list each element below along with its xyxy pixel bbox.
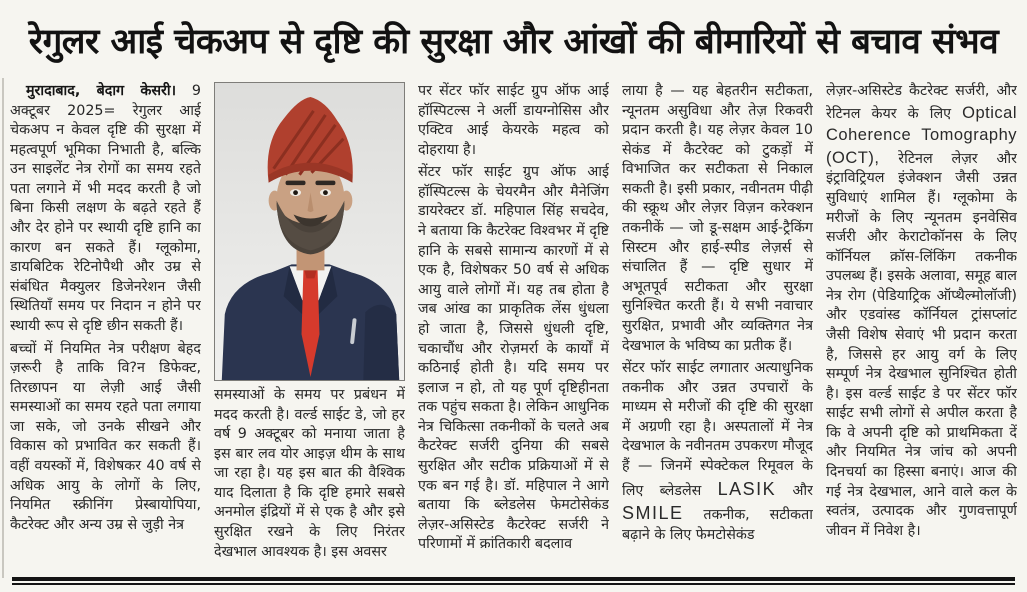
article-headline: रेगुलर आई चेकअप से दृष्टि की सुरक्षा और आंखों की बीमारियों से बचाव संभव xyxy=(28,20,999,62)
body-text: 9 अक्टूबर 2025= रेगुलर आई चेकअप न केवल दृष्टि की सुरक्षा में महत्वपूर्ण भूमिका निभाती है, बल्कि उन साइलेंट नेत्र रोगों का समय रहते पता लगाने में भी मदद करती है जो बिना किसी लक्षण के बढ़ते रहते हैं और देर होने पर स्थायी दृष्टि हानि का कारण बन सकते हैं। ग्लूकोमा, डायबिटिक रेटिनोपैथी और उम्र से संबंधित मैक्युलर डिजेनरेशन जैसी स्थितियाँ समय पर निदान न होने पर स्थायी रूप से दृष्टि छीन सकती हैं। xyxy=(10,83,201,334)
body-text: तकनीक, सटीकता बढ़ाने के लिए फेमटोसेकंड xyxy=(622,507,813,543)
paragraph xyxy=(826,82,1017,541)
paragraph: सेंटर फॉर साईट ग्रुप ऑफ आई हॉस्पिटल्स के चेयरमैन और मैनेजिंग डायरेक्टर डॉ. महिपाल सिंह सचदेव, ने बताया कि कैटरेक्ट विश्वभर में दृष्टि हानि के सबसे सामान्य कारणों में से एक है, विशेषकर 50 वर्ष से अधिक आयु वाले लोगों में। यह तब होता है जब आंख का प्राकृतिक लेंस धुंधला हो जाता है, जिससे धुंधली दृष्टि, चकाचौंध और रोज़मर्रा के कार्यों में कठिनाई होती है। यदि समय पर इलाज न हो, तो यह पूर्ण दृष्टिहीनता तक पहुंच सकता है। लेकिन आधुनिक नेत्र चिकित्सा तकनीकों के चलते अब कैटरेक्ट सर्जरी दुनिया की सबसे सुरक्षित और सटीक प्रक्रियाओं में से एक बन गई है। डॉ. महिपाल ने आगे बताया कि ब्लेडलेस फेमटोसेकंड लेज़र-असिस्टेड कैटरेक्ट सर्जरी ने परिणामों में क्रांतिकारी बदलाव xyxy=(418,164,609,553)
paragraph xyxy=(622,359,813,545)
oct-label: Optical Coherence Tomography (OCT), xyxy=(826,103,1017,167)
body-text: सेंटर फॉर साईट लगातार अत्याधुनिक तकनीक और उन्नत उपचारों के माध्यम से मरीजों की दृष्टि की सुरक्षा में अग्रणी रहा है। अस्पतालों में नेत्र देखभाल के नवीनतम उपकरण मौजूद हैं — जिनमें स्पेक्टेकल रिमूवल के लिए ब्लेडलेस xyxy=(622,360,813,499)
portrait-photo xyxy=(214,82,405,381)
body-text: लेज़र-असिस्टेड कैटरेक्ट सर्जरी, और रेटिनल केयर के लिए xyxy=(826,83,1017,122)
lasik-label: LASIK xyxy=(717,478,777,499)
paragraph: बच्चों में नियमित नेत्र परीक्षण बेहद ज़रूरी है ताकि वि?न डिफेक्ट, तिरछापन या लेज़ी आई जैसी समस्याओं का समय रहते पता लगाया जा सके, जो उनके सीखने और विकास को प्रभावित कर सकती हैं। वहीं वयस्कों में, विशेषकर 40 वर्ष से अधिक आयु के लोगों के लिए, नियमित स्क्रीनिंग प्रेस्बायोपिया, कैटरेक्ट और अन्य उम्र से जुड़ी नेत्र xyxy=(10,340,201,533)
column-1 xyxy=(10,82,201,570)
smile-label: SMILE xyxy=(622,503,684,524)
scan-edge-line xyxy=(2,78,4,578)
column-4 xyxy=(622,82,813,570)
body-text: रेटिनल लेज़र और इंट्राविट्रियल इंजेक्शन जैसी उन्नत सुविधाएं शामिल हैं। ग्लूकोमा के मरीजों के लिए न्यूनतम इनवेसिव सर्जरी और केराटोकॉनस के लिए कॉर्नियल क्रॉस-लिंकिंग तकनीक उपलब्ध हैं। इसके अलावा, समूह बाल नेत्र रोग (पेडियाट्रिक ऑप्थैल्मोलॉजी) और एडवांस्ड कॉर्नियल ट्रांसप्लांट जैसी विशेष सेवाएं भी प्रदान करता है, जिससे हर आयु वर्ग के लिए सम्पूर्ण नेत्र देखभाल सुनिश्चित होती है। इस वर्ल्ड साईट डे पर सेंटर फॉर साईट सभी लोगों से अपील करता है कि वे अपनी दृष्टि को प्राथमिकता दें और नियमित नेत्र जांच को अपनी दिनचर्या का हिस्सा बनाएं। आज की गई नेत्र देखभाल, आने वाले कल के स्वतंत्र, उत्पादक और गुणवत्तापूर्ण जीवन में निवेश है। xyxy=(826,150,1017,539)
bottom-double-rule xyxy=(12,577,1015,585)
article-columns xyxy=(10,82,1017,570)
column-2 xyxy=(214,82,405,570)
column-5 xyxy=(826,82,1017,570)
body-text: और xyxy=(792,482,813,499)
paragraph: समस्याओं के समय पर प्रबंधन में मदद करती है। वर्ल्ड साईट डे, जो हर वर्ष 9 अक्टूबर को मनाया जाता है इस बार लव योर आइज़ थीम के साथ जा रहा है। यह इस बात की वैश्विक याद दिलाता है कि दृष्टि हमारे सबसे अनमोल इंद्रियों में से एक है और इसे सुरक्षित रखने के लिए निरंतर देखभाल आवश्यक है। इस अवसर xyxy=(214,387,405,560)
dateline: मुरादाबाद, बेदाग केसरी। xyxy=(26,83,177,99)
paragraph xyxy=(10,82,201,337)
column-3 xyxy=(418,82,609,570)
paragraph: पर सेंटर फॉर साईट ग्रुप ऑफ आई हॉस्पिटल्स ने अर्ली डायग्नोसिस और एक्टिव आई केयरके महत्व को दोहराया है। xyxy=(418,83,609,158)
paragraph: लाया है — यह बेहतरीन सटीकता, न्यूनतम असुविधा और तेज़ रिकवरी प्रदान करती है। यह लेज़र केवल 10 सेकंड में कैटरेक्ट को टुकड़ों में विभाजित कर सटीकता से निकाल सकती है। इसी प्रकार, नवीनतम पीढ़ी की स्क्रूथ और लेज़र विज़न करेक्शन तकनीकें — जो डू-सक्षम आई-ट्रैकिंग सिस्टम और हाई-स्पीड लेज़र्स से संचालित हैं — दृष्टि सुधार में अभूतपूर्व सटीकता और सुरक्षा सुनिश्चित करती हैं। ये सभी नवाचार सुरक्षित, प्रभावी और व्यक्तिगत नेत्र देखभाल के भविष्य का प्रतीक हैं। xyxy=(622,83,813,354)
doctor-portrait-illustration xyxy=(215,83,404,380)
